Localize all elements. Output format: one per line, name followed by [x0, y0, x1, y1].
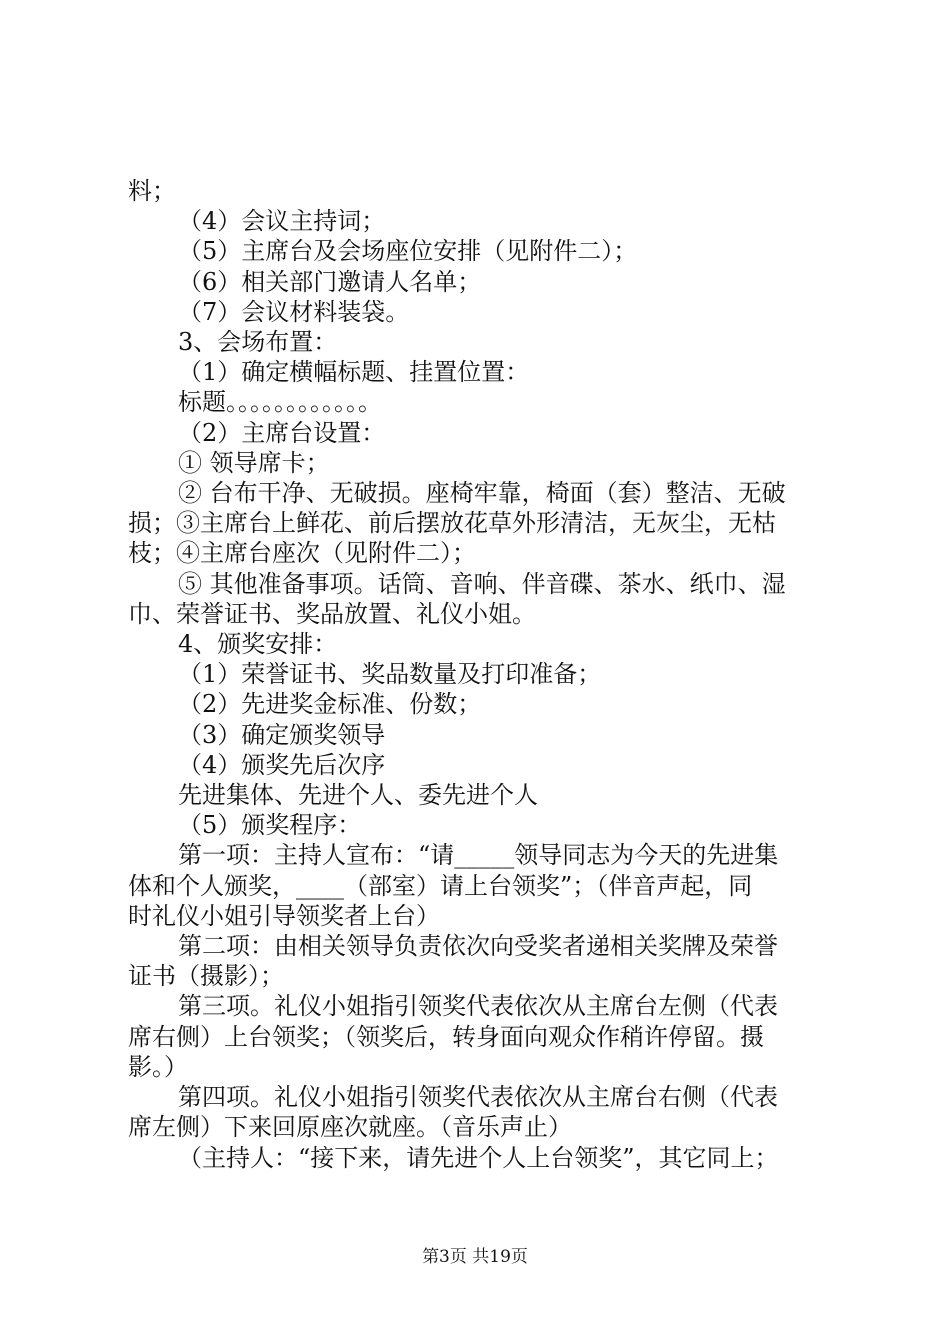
text-line: ⑤ 其他准备事项。话筒、音响、伴音碟、茶水、纸巾、湿 — [178, 569, 786, 598]
text-line: 第三项。礼仪小姐指引领奖代表依次从主席台左侧（代表 — [178, 992, 778, 1021]
text-line: 席左侧）下来回原座次就座。（音乐声止） — [128, 1113, 572, 1142]
text-line: （2）先进奖金标准、份数； — [178, 690, 482, 719]
text-line: （5）主席台及会场座位安排（见附件二）； — [178, 237, 638, 266]
page-number-footer: 第3页 共19页 — [422, 1247, 528, 1267]
text-line: （2）主席台设置： — [178, 418, 386, 447]
text-line: 巾、荣誉证书、奖品放置、礼仪小姐。 — [128, 599, 536, 628]
text-line: 料； — [128, 177, 176, 205]
text-line: （7）会议材料装袋。 — [178, 297, 410, 326]
text-line: （4）颁奖先后次序 — [178, 750, 386, 779]
text-line: （6）相关部门邀请人名单； — [178, 267, 482, 296]
text-line: 席右侧）上台领奖；（领奖后，转身面向观众作稍许停留。摄 — [128, 1022, 764, 1051]
section-heading: 4、颁奖安排： — [178, 630, 338, 659]
text-line: 第二项：由相关领导负责依次向受奖者递相关奖牌及荣誉 — [178, 932, 778, 961]
text-line: ② 台布干净、无破损。座椅牢靠，椅面（套）整洁、无破 — [178, 479, 786, 508]
text-line: 时礼仪小姐引导领奖者上台） — [128, 901, 440, 930]
text-line: 体和个人颁奖，____（部室）请上台领奖”；（伴音声起，同 — [128, 871, 753, 900]
text-line: （4）会议主持词； — [178, 207, 386, 236]
document-body — [128, 176, 834, 1173]
text-line: （5）颁奖程序： — [178, 811, 362, 840]
text-line: 枝；④主席台座次（见附件二）； — [128, 539, 476, 568]
text-line: （主持人：“接下来，请先进个人上台领奖”，其它同上； — [178, 1143, 779, 1172]
text-line: 影。） — [128, 1052, 188, 1081]
text-line: 第一项：主持人宣布：“请_____领导同志为今天的先进集 — [178, 841, 779, 870]
section-heading: 3、会场布置： — [178, 328, 338, 357]
text-line: ① 领导席卡； — [178, 448, 330, 477]
text-line: 先进集体、先进个人、委先进个人 — [178, 781, 538, 810]
text-line: 第四项。礼仪小姐指引领奖代表依次从主席台右侧（代表 — [178, 1083, 778, 1112]
text-line: （1）确定横幅标题、挂置位置： — [178, 358, 530, 387]
text-line: 标题。。。。。。。。。。。。 — [178, 388, 382, 417]
text-line: （1）荣誉证书、奖品数量及打印准备； — [178, 660, 602, 689]
text-line: 证书（摄影）； — [128, 962, 284, 991]
text-line: （3）确定颁奖领导 — [178, 720, 386, 749]
text-line: 损；③主席台上鲜花、前后摆放花草外形清洁，无灰尘，无枯 — [128, 509, 776, 538]
